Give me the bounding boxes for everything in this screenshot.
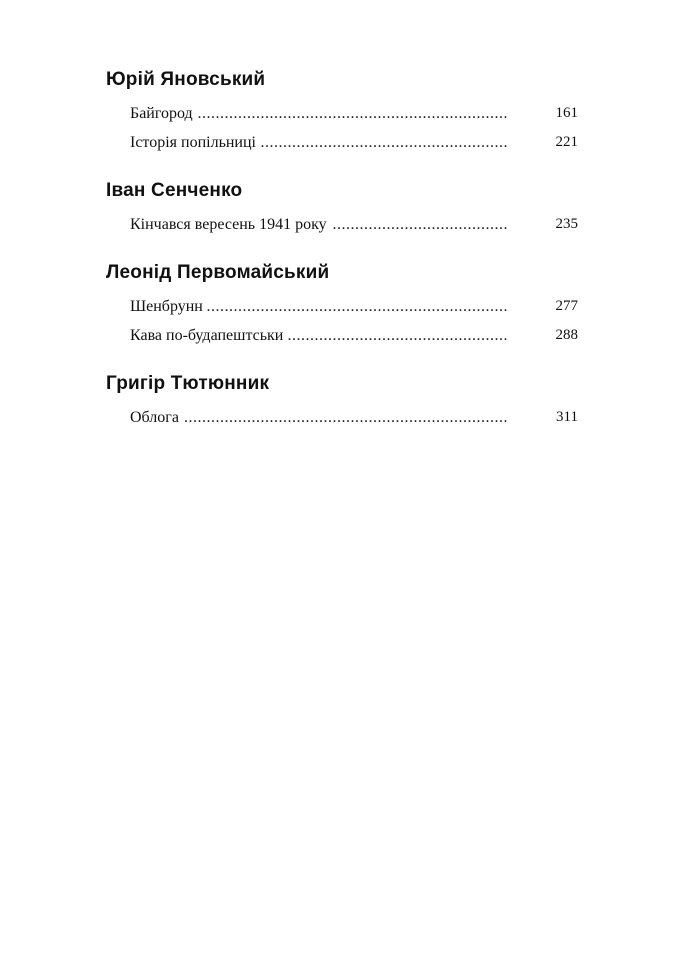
toc-entry-title: Байгород — [130, 99, 197, 128]
toc-entry — [130, 210, 578, 239]
table-of-contents — [106, 68, 578, 454]
toc-entry-title: Історія попільниці — [130, 128, 260, 157]
toc-entry-title: Кінчався вересень 1941 року — [130, 210, 331, 239]
author-heading: Григір Тютюнник — [106, 373, 270, 394]
dot-leader — [130, 403, 508, 432]
toc-entry-page: 277 — [555, 298, 578, 314]
toc-entry — [130, 321, 578, 350]
toc-section-yanovskyi — [106, 68, 578, 157]
toc-entry-title: Облога — [130, 403, 183, 432]
toc-section-tiutiunnyk — [106, 372, 578, 432]
toc-entry-title: Кава по-будапештськи — [130, 321, 287, 350]
toc-entry-page: 288 — [555, 327, 578, 343]
toc-entry — [130, 292, 578, 321]
toc-entry — [130, 403, 578, 432]
author-heading: Іван Сенченко — [106, 180, 243, 201]
toc-section-senchenko — [106, 179, 578, 239]
toc-entry — [130, 99, 578, 128]
author-heading: Юрій Яновський — [106, 69, 266, 90]
toc-entry-page: 311 — [556, 409, 578, 425]
toc-entry-page: 221 — [555, 134, 578, 150]
toc-entry-title: Шенбрунн — [130, 292, 207, 321]
author-heading: Леонід Первомайський — [106, 262, 330, 283]
toc-entry-page: 161 — [555, 105, 578, 121]
toc-section-pervomaiskyi — [106, 261, 578, 350]
toc-entry-page: 235 — [555, 216, 578, 232]
toc-entry — [130, 128, 578, 157]
